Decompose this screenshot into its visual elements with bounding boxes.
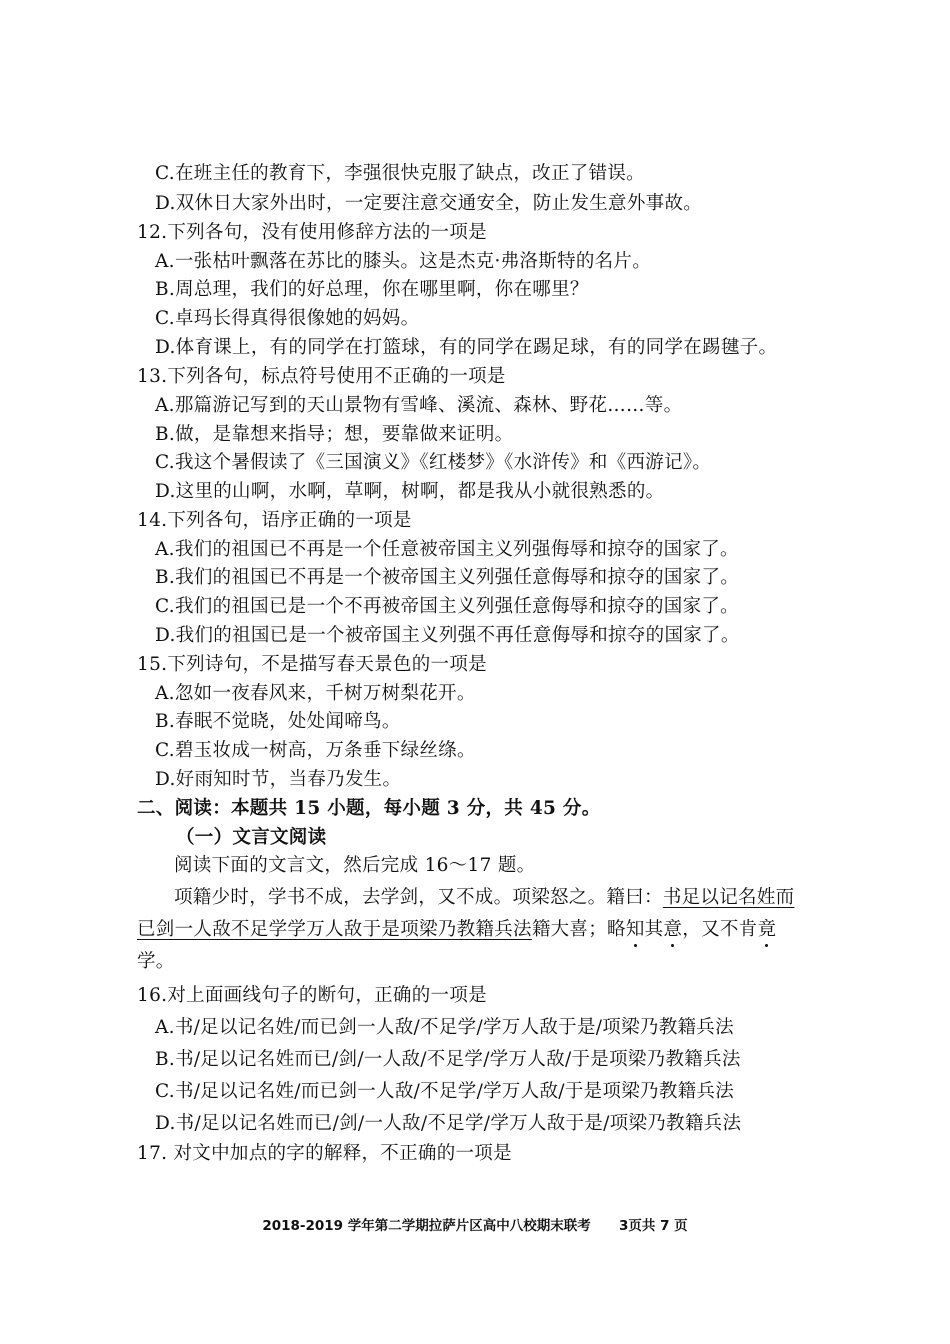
- passage-text: 籍大喜；: [531, 919, 608, 940]
- passage-text: 项籍少时，学书不成，去学剑，又不成。项梁怒之。籍曰：: [174, 887, 663, 908]
- question-14-option-d: D.我们的祖国已是一个被帝国主义列强不再任意侮辱和掠夺的国家了。: [155, 625, 740, 646]
- question-13-option-a: A.那篇游记写到的天山景物有雪峰、溪流、森林、野花……等。: [155, 395, 683, 416]
- dotted-character: 知: [625, 919, 645, 940]
- question-13-stem: 13.下列各句，标点符号使用不正确的一项是: [137, 366, 506, 387]
- question-15-stem: 15.下列诗句，不是描写春天景色的一项是: [137, 654, 487, 675]
- question-17-stem: 17. 对文中加点的字的解释，不正确的一项是: [137, 1143, 512, 1164]
- question-11-option-c: C.在班主任的教育下，李强很快克服了缺点，改正了错误。: [155, 163, 645, 184]
- question-16-stem: 16.对上面画线句子的断句，正确的一项是: [137, 985, 487, 1006]
- question-16-option-a: A.书/足以记名姓/而已剑一人敌/不足学/学万人敌于是/项梁乃教籍兵法: [155, 1017, 734, 1038]
- question-14-option-c: C.我们的祖国已是一个不再被帝国主义列强任意侮辱和掠夺的国家了。: [155, 596, 739, 617]
- question-12-option-d: D.体育课上，有的同学在打篮球，有的同学在踢足球，有的同学在踢毽子。: [155, 337, 778, 358]
- section-2-heading: 二、阅读：本题共 15 小题，每小题 3 分，共 45 分。: [137, 798, 601, 819]
- question-15-option-a: A.忽如一夜春风来，千树万树梨花开。: [155, 683, 476, 704]
- question-16-option-d: D.书/足以记名姓而已/剑/一人敌/不足学/学万人敌于是/项梁乃教籍兵法: [155, 1113, 742, 1134]
- question-13-option-c: C.我这个暑假读了《三国演义》《红楼梦》《水浒传》和《西游记》。: [155, 452, 712, 473]
- page-footer: 2018-2019 学年第二学期拉萨片区高中八校期末联考 3页共 7 页: [262, 1218, 688, 1234]
- passage-text: ，又不肯: [682, 919, 758, 940]
- reading-instruction: 阅读下面的文言文，然后完成 16～17 题。: [174, 855, 536, 876]
- question-11-option-d: D.双休日大家外出时，一定要注意交通安全，防止发生意外事故。: [155, 193, 703, 214]
- passage-line-3: 学。: [137, 951, 175, 972]
- dotted-character: 意: [663, 919, 683, 940]
- passage-text: 其: [644, 919, 664, 940]
- question-12-option-a: A.一张枯叶飘落在苏比的膝头。这是杰克·弗洛斯特的名片。: [155, 251, 652, 272]
- question-14-stem: 14.下列各句，语序正确的一项是: [137, 510, 412, 531]
- passage-line-1: [174, 886, 794, 910]
- question-16-option-c: C.书/足以记名姓/而已剑一人敌/不足学/学万人敌/于是项梁乃教籍兵法: [155, 1081, 735, 1102]
- question-16-option-b: B.书/足以记名姓而已/剑/一人敌/不足学/学万人敌/于是项梁乃教籍兵法: [155, 1049, 741, 1070]
- underlined-sentence-part-1: 书足以记名姓而: [662, 887, 795, 908]
- question-15-option-b: B.春眠不觉晓，处处闻啼鸟。: [155, 711, 401, 732]
- question-13-option-d: D.这里的山啊，水啊，草啊，树啊，都是我从小就很熟悉的。: [155, 481, 665, 502]
- question-12-option-b: B.周总理，我们的好总理，你在哪里啊，你在哪里？: [155, 279, 589, 300]
- question-15-option-d: D.好雨知时节，当春乃发生。: [155, 769, 402, 790]
- question-14-option-b: B.我们的祖国已不再是一个被帝国主义列强任意侮辱和掠夺的国家了。: [155, 567, 740, 588]
- question-15-option-c: C.碧玉妆成一树高，万条垂下绿丝绦。: [155, 740, 476, 761]
- question-12-stem: 12.下列各句，没有使用修辞方法的一项是: [137, 222, 487, 243]
- passage-line-2: [137, 918, 776, 942]
- question-12-option-c: C.卓玛长得真得很像她的妈妈。: [155, 308, 420, 329]
- underlined-sentence-part-2: 已剑一人敌不足学学万人敌于是项梁乃教籍兵法: [137, 919, 532, 940]
- dotted-character: 竟: [757, 919, 777, 940]
- passage-text: 略: [607, 919, 626, 940]
- question-14-option-a: A.我们的祖国已不再是一个任意被帝国主义列强侮辱和掠夺的国家了。: [155, 539, 739, 560]
- subsection-heading: （一）文言文阅读: [176, 827, 327, 848]
- question-13-option-b: B.做，是靠想来指导；想，要靠做来证明。: [155, 424, 514, 445]
